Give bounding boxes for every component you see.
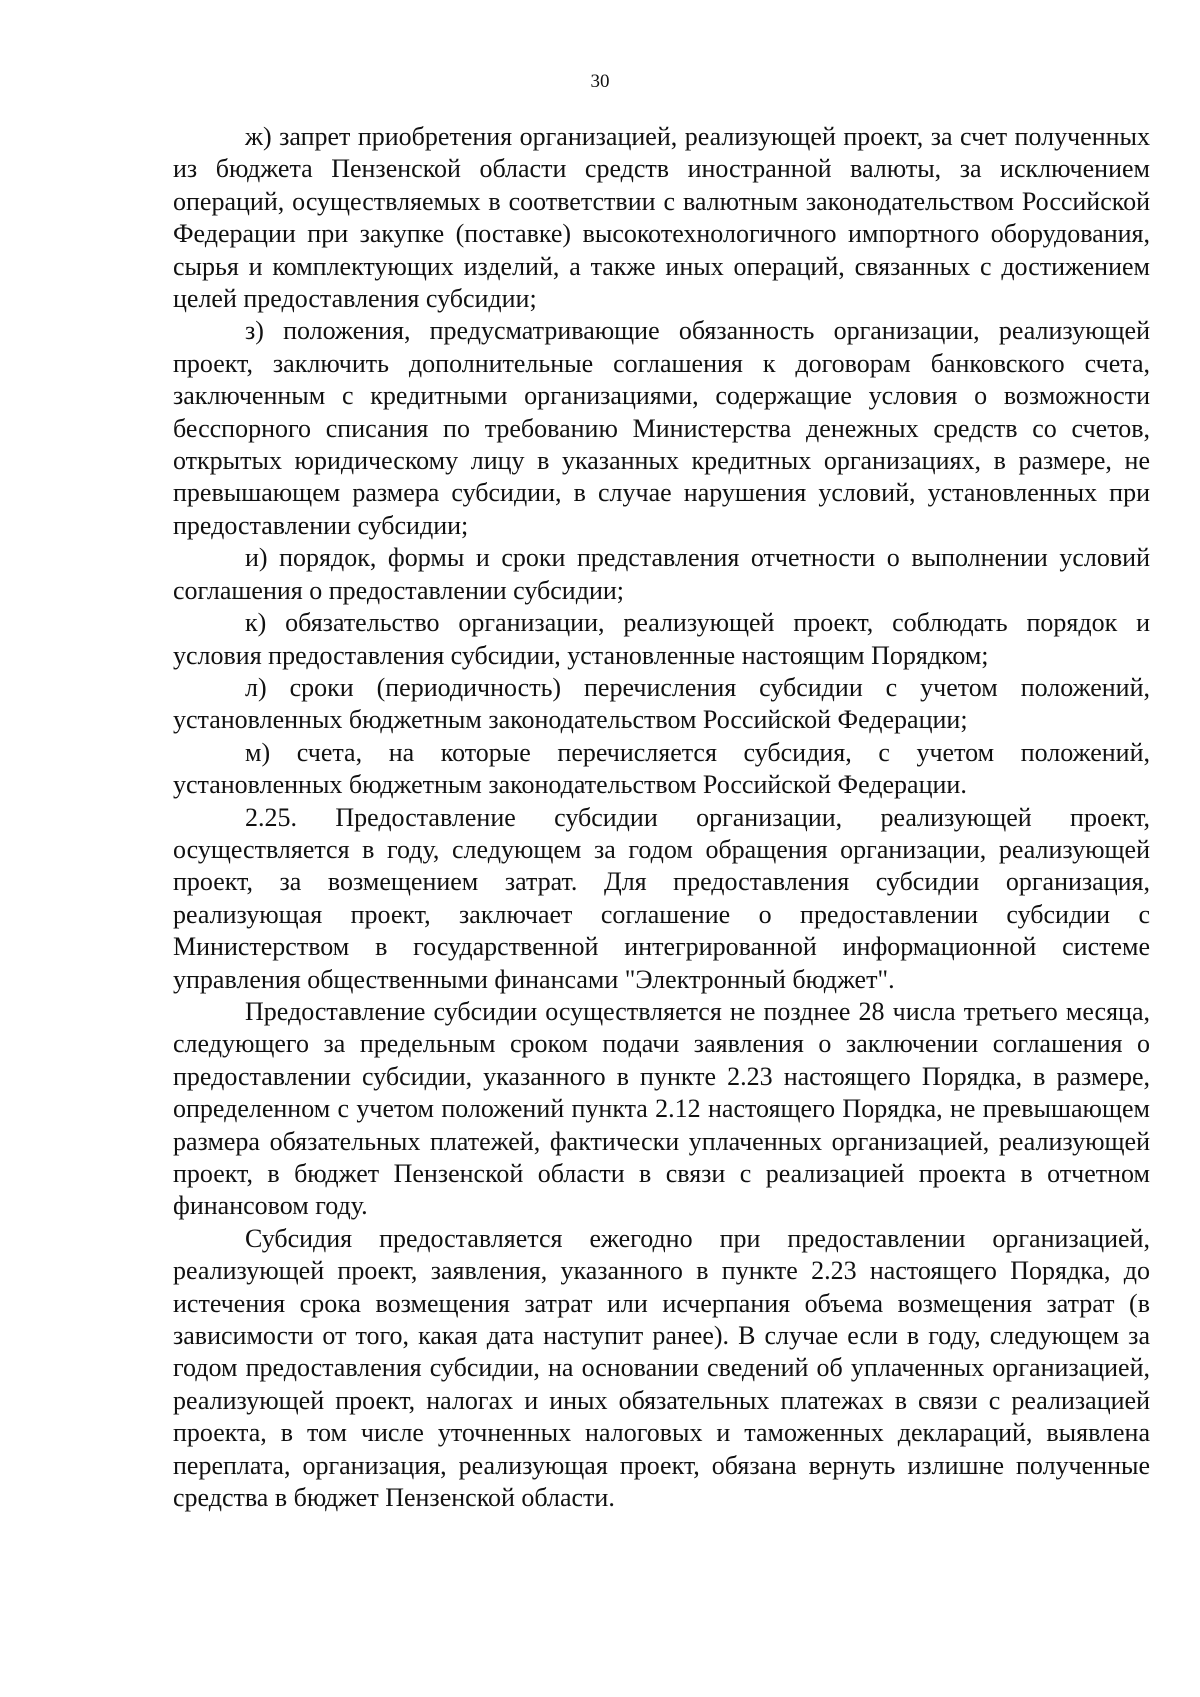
paragraph-2-25: 2.25. Предоставление субсидии организации, реализующей проект, осуществляется в году, следующем за годом обращения организации, реализующей проект, за возмещением затрат. Для предоставления субсидии организация, реализующая проект, заключает соглашение о предоставлении субсидии с Министерством в государственной интегрированной информационной системе управления общественными финансами "Электронный бюджет". bbox=[173, 802, 1150, 994]
paragraph-subsidy-annual: Субсидия предоставляется ежегодно при предоставлении организацией, реализующей проект, заявления, указанного в пункте 2.23 настоящего Порядка, до истечения срока возмещения затрат или исчерпания объема возмещения затрат (в зависимости от того, какая дата наступит ранее). В случае если в году, следующем за годом предоставления субсидии, на основании сведений об уплаченных организацией, реализующей проект, налогах и иных обязательных платежах в связи с реализацией проекта, в том числе уточненных налоговых и таможенных деклараций, выявлена переплата, организация, реализующая проект, обязана вернуть излишне полученные средства в бюджет Пензенской области. bbox=[173, 1223, 1150, 1513]
paragraph-i: и) порядок, формы и сроки представления отчетности о выполнении условий соглашения о предоставлении субсидии; bbox=[173, 543, 1150, 605]
paragraph-z: з) положения, предусматривающие обязанность организации, реализующей проект, заключить дополнительные соглашения к договорам банковского счета, заключенным с кредитными организациями, содержащие условия о возможности бесспорного списания по требованию Министерства денежных средств со счетов, открытых юридическому лицу в указанных кредитных организациях, в размере, не превышающем размера субсидии, в случае нарушения условий, установленных при предоставлении субсидии; bbox=[173, 316, 1150, 540]
document-body bbox=[173, 121, 1150, 1514]
paragraph-subsidy-timing: Предоставление субсидии осуществляется не позднее 28 числа третьего месяца, следующего за предельным сроком подачи заявления о заключении соглашения о предоставлении субсидии, указанного в пункте 2.23 настоящего Порядка, в размере, определенном с учетом положений пункта 2.12 настоящего Порядка, не превышающем размера обязательных платежей, фактически уплаченных организацией, реализующей проект, в бюджет Пензенской области в связи с реализацией проекта в отчетном финансовом году. bbox=[173, 996, 1150, 1221]
paragraph-k: к) обязательство организации, реализующей проект, соблюдать порядок и условия предоставления субсидии, установленные настоящим Порядком; bbox=[173, 608, 1150, 670]
paragraph-l: л) сроки (периодичность) перечисления субсидии с учетом положений, установленных бюджетным законодательством Российской Федерации; bbox=[173, 672, 1150, 735]
paragraph-m: м) счета, на которые перечисляется субсидия, с учетом положений, установленных бюджетным законодательством Российской Федерации. bbox=[173, 737, 1150, 800]
page-number: 30 bbox=[590, 71, 610, 92]
paragraph-zh: ж) запрет приобретения организацией, реализующей проект, за счет полученных из бюджета Пензенской области средств иностранной валюты, за исключением операций, осуществляемых в соответствии с валютным законодательством Российской Федерации при закупке (поставке) высокотехнологичного импортного оборудования, сырья и комплектующих изделий, а также иных операций, связанных с достижением целей предоставления субсидии; bbox=[173, 122, 1150, 314]
